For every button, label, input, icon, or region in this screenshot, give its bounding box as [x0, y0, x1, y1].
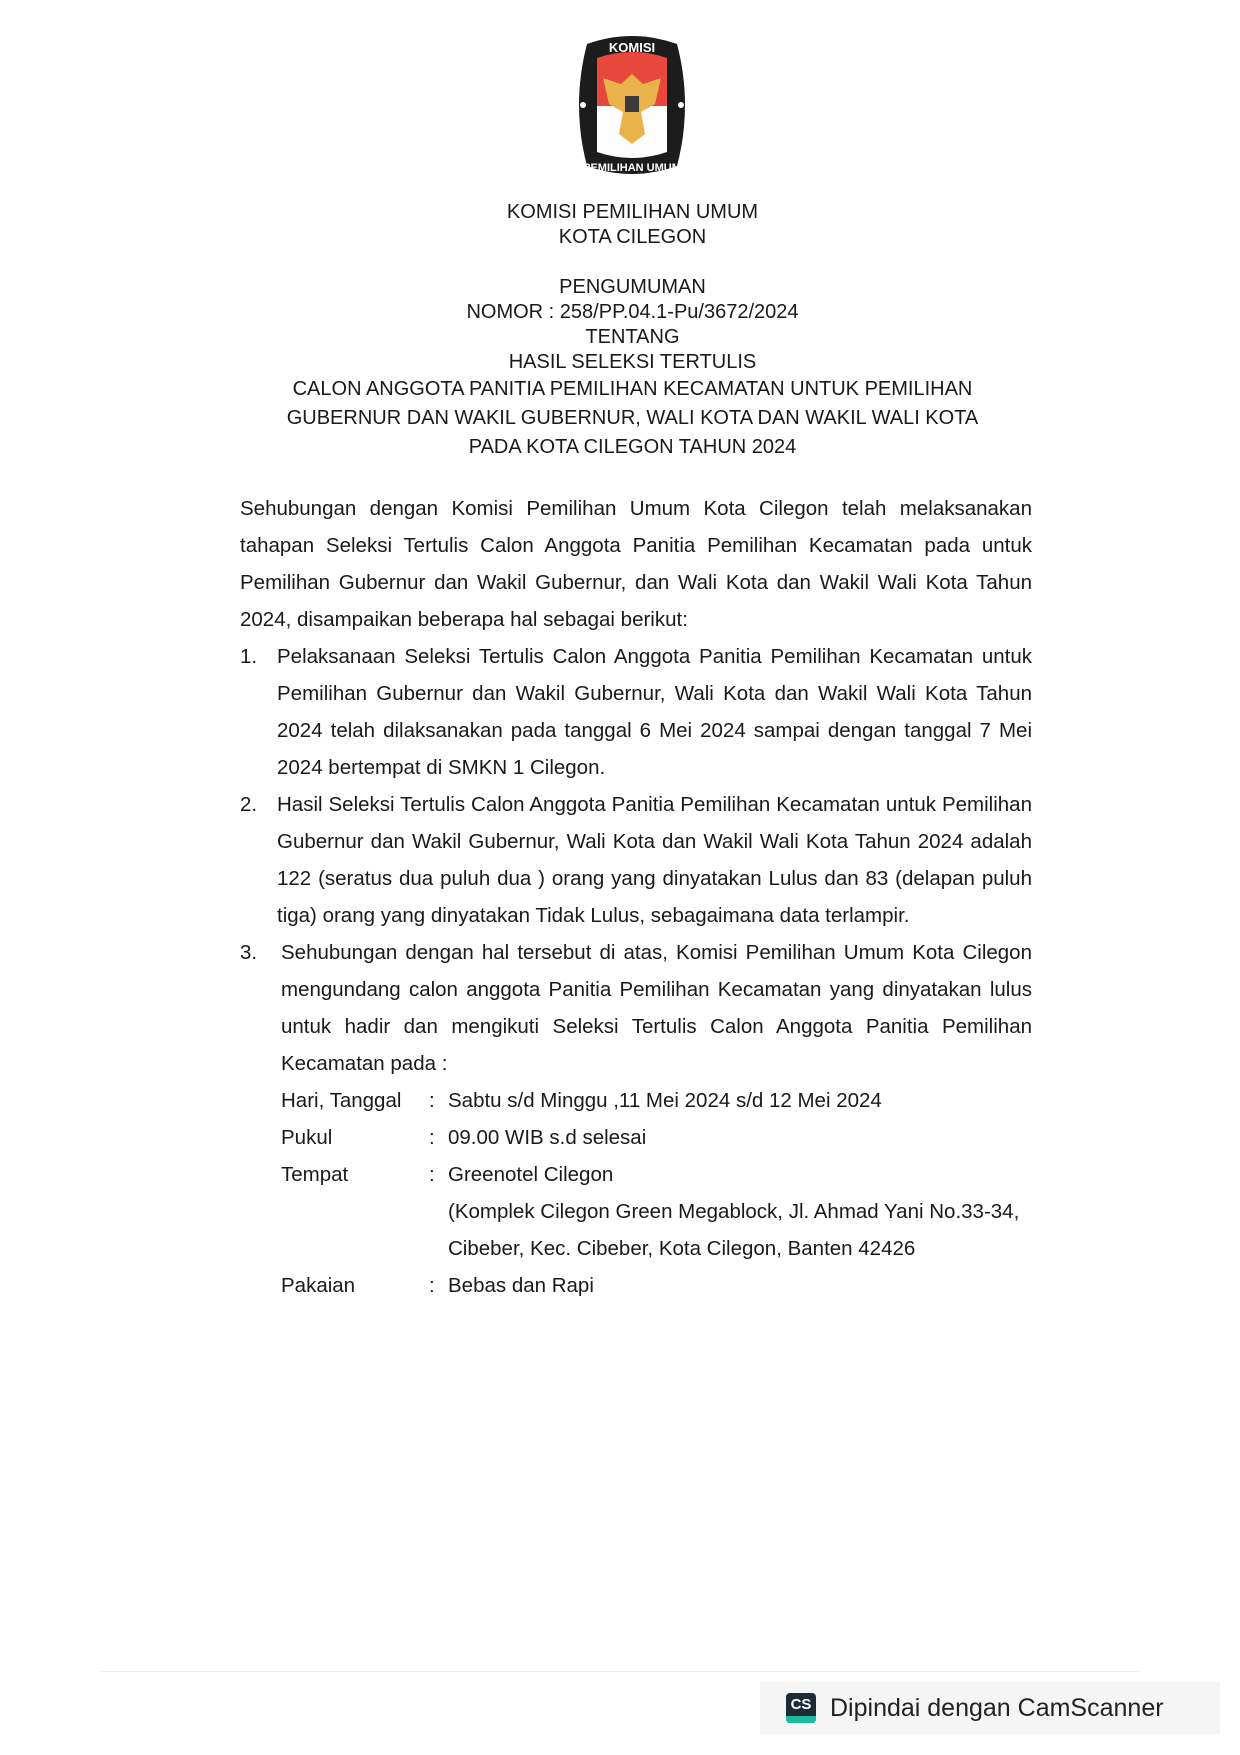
list-number: 1.	[240, 645, 258, 668]
footer-divider	[100, 1671, 1140, 1672]
detail-colon: :	[429, 1126, 435, 1149]
detail-value: Bebas dan Rapi	[448, 1274, 594, 1297]
document-title	[0, 275, 1240, 462]
detail-value: Greenotel Cilegon	[448, 1163, 614, 1186]
list-text: Pelaksanaan Seleksi Tertulis Calon Anggota Panitia Pemilihan Kecamatan untuk Pemilihan Gubernur dan Wakil Gubernur, Wali Kota dan Wakil Wali Kota Tahun 2024 telah dilaksanakan pada tanggal 6 Mei 2024 sampai dengan tanggal 7 Mei 2024 bertempat di SMKN 1 Cilegon.	[277, 645, 1032, 779]
detail-colon: :	[429, 1163, 435, 1186]
camscanner-icon: CS	[786, 1693, 816, 1723]
list-text: Sehubungan dengan hal tersebut di atas, Komisi Pemilihan Umum Kota Cilegon mengundang calon anggota Panitia Pemilihan Kecamatan yang dinyatakan lulus untuk hadir dan mengikuti Seleksi Tertulis Calon Anggota Panitia Pemilihan Kecamatan pada :	[281, 941, 1032, 1075]
detail-row-place	[281, 1156, 1032, 1267]
detail-colon: :	[429, 1089, 435, 1112]
svg-text:PEMILIHAN UMUM: PEMILIHAN UMUM	[583, 162, 681, 174]
event-details	[281, 1082, 1032, 1304]
document-number: NOMOR : 258/PP.04.1-Pu/3672/2024	[466, 301, 799, 323]
intro-paragraph: Sehubungan dengan Komisi Pemilihan Umum Kota Cilegon telah melaksanakan tahapan Seleksi Tertulis Calon Anggota Panitia Pemilihan Kecamatan pada untuk Pemilihan Gubernur dan Wakil Gubernur, dan Wali Kota dan Wakil Wali Kota Tahun 2024, disampaikan beberapa hal sebagai berikut:	[240, 497, 1032, 631]
list-item	[240, 638, 1032, 786]
institution-header	[0, 200, 1240, 250]
document-body	[240, 490, 1032, 1304]
list-number: 2.	[240, 793, 258, 816]
list-number: 3.	[240, 941, 258, 964]
detail-row-date	[281, 1082, 1032, 1119]
detail-label: Tempat	[281, 1163, 349, 1186]
address-line-1: (Komplek Cilegon Green Megablock, Jl. Ahmad Yani No.33-34,	[448, 1200, 1020, 1223]
title-line-3: PADA KOTA CILEGON TAHUN 2024	[468, 436, 797, 458]
title-heading: PENGUMUMAN	[559, 276, 706, 298]
detail-row-time	[281, 1119, 1032, 1156]
title-subject: HASIL SELEKSI TERTULIS	[508, 351, 757, 373]
title-about: TENTANG	[585, 326, 680, 348]
camscanner-watermark	[760, 1682, 1220, 1734]
address-line-2: Cibeber, Kec. Cibeber, Kota Cilegon, Banten 42426	[448, 1237, 916, 1260]
list-text: Hasil Seleksi Tertulis Calon Anggota Panitia Pemilihan Kecamatan untuk Pemilihan Gubernur dan Wakil Gubernur, Wali Kota dan Wakil Wali Kota Tahun 2024 adalah 122 (seratus dua puluh dua ) orang yang dinyatakan Lulus dan 83 (delapan puluh tiga) orang yang dinyatakan Tidak Lulus, sebagaimana data terlampir.	[277, 793, 1032, 927]
svg-text:KOMISI: KOMISI	[608, 40, 656, 55]
title-line-1: CALON ANGGOTA PANITIA PEMILIHAN KECAMATAN UNTUK PEMILIHAN	[292, 378, 973, 400]
list-item	[240, 934, 1032, 1082]
detail-label: Pukul	[281, 1126, 333, 1149]
title-line-2: GUBERNUR DAN WAKIL GUBERNUR, WALI KOTA DAN WAKIL WALI KOTA	[286, 407, 979, 429]
detail-label: Pakaian	[281, 1274, 356, 1297]
detail-value: 09.00 WIB s.d selesai	[448, 1126, 647, 1149]
institution-city: KOTA CILEGON	[558, 226, 707, 248]
detail-colon: :	[429, 1274, 435, 1297]
detail-label: Hari, Tanggal	[281, 1089, 402, 1112]
watermark-text: Dipindai dengan CamScanner	[830, 1693, 1164, 1722]
kpu-logo	[573, 34, 691, 176]
detail-value: Sabtu s/d Minggu ,11 Mei 2024 s/d 12 Mei 2024	[448, 1089, 882, 1112]
list-item	[240, 786, 1032, 934]
detail-row-dress	[281, 1267, 1032, 1304]
detail-value-group	[448, 1156, 1032, 1267]
institution-name: KOMISI PEMILIHAN UMUM	[506, 201, 759, 223]
